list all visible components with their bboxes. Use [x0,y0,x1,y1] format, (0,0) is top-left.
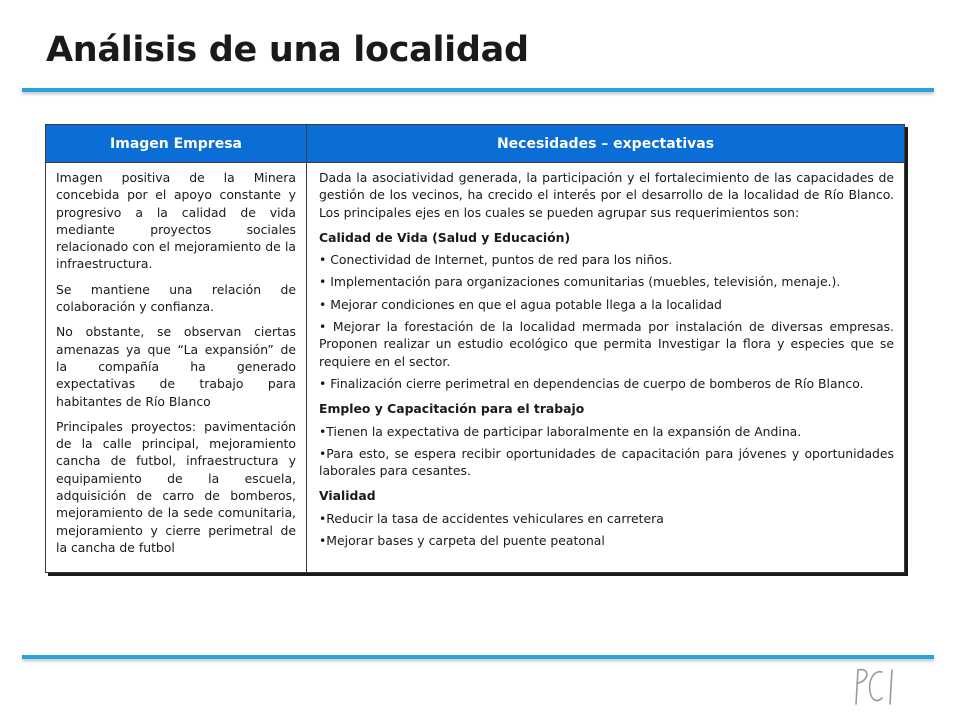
intro-paragraph: Dada la asociatividad generada, la participación y el fortalecimiento de las capacidades de gestión de los vecinos, ha crecido el interés por el desarrollo de la localidad de Río Blanco. Los principales ejes en los cuales se pueden agrupar sus requerimientos son: [319,170,894,220]
list-item: • Implementación para organizaciones comunitarias (muebles, televisión, menaje.). [319,274,841,290]
paragraph: Se mantiene una relación de colaboración y confianza. [56,281,296,315]
list-item: • Conectividad de Internet, puntos de red para los niños. [319,252,673,268]
title-divider [22,88,934,92]
page-title: Análisis de una localidad [46,30,529,70]
list-item: •Para esto, se espera recibir oportunidades de capacitación para jóvenes y oportunidades laborales para cesantes. [319,445,894,479]
list-item: • Mejorar la forestación de la localidad mermada por instalación de diversas empresas. Proponen realizar un estudio ecológico que permita Investigar la flora y especies que se requiere en el sector. [319,319,894,369]
header-necesidades: Necesidades – expectativas [307,125,905,163]
section-heading: Empleo y Capacitación para el trabajo [319,401,585,417]
list-item: •Tienen la expectativa de participar laboralmente en la expansión de Andina. [319,423,802,439]
list-item: • Mejorar condiciones en que el agua potable llega a la localidad [319,296,722,312]
list-item: •Reducir la tasa de accidentes vehiculares en carretera [319,510,664,526]
list-item: • Finalización cierre perimetral en dependencias de cuerpo de bomberos de Río Blanco. [319,375,864,391]
section-heading: Vialidad [319,488,376,504]
header-imagen-empresa: Imagen Empresa [46,125,307,163]
pci-logo [852,664,900,708]
paragraph: No obstante, se observan ciertas amenazas ya que “La expansión” de la compañía ha generado expectativas de trabajo para habitantes de Río Blanco [56,324,296,409]
imagen-empresa-cell [46,163,307,573]
analysis-table [45,124,905,573]
paragraph: Principales proyectos: pavimentación de la calle principal, mejoramiento cancha de futbol, infraestructura y equipamiento de la escuela, adquisición de carro de bomberos, mejoramiento de la sede comunitaria, mejoramiento y cierre perimetral de la cancha de futbol [56,418,296,555]
paragraph: Imagen positiva de la Minera concebida por el apoyo constante y progresivo a la calidad de vida mediante proyectos sociales relacionado con el mejoramiento de la infraestructura. [56,170,296,272]
footer-divider [22,655,934,659]
table-header-row [46,125,905,163]
necesidades-cell [307,163,905,573]
table-row [46,163,905,573]
list-item: •Mejorar bases y carpeta del puente peatonal [319,533,605,549]
section-heading: Calidad de Vida (Salud y Educación) [319,229,571,245]
